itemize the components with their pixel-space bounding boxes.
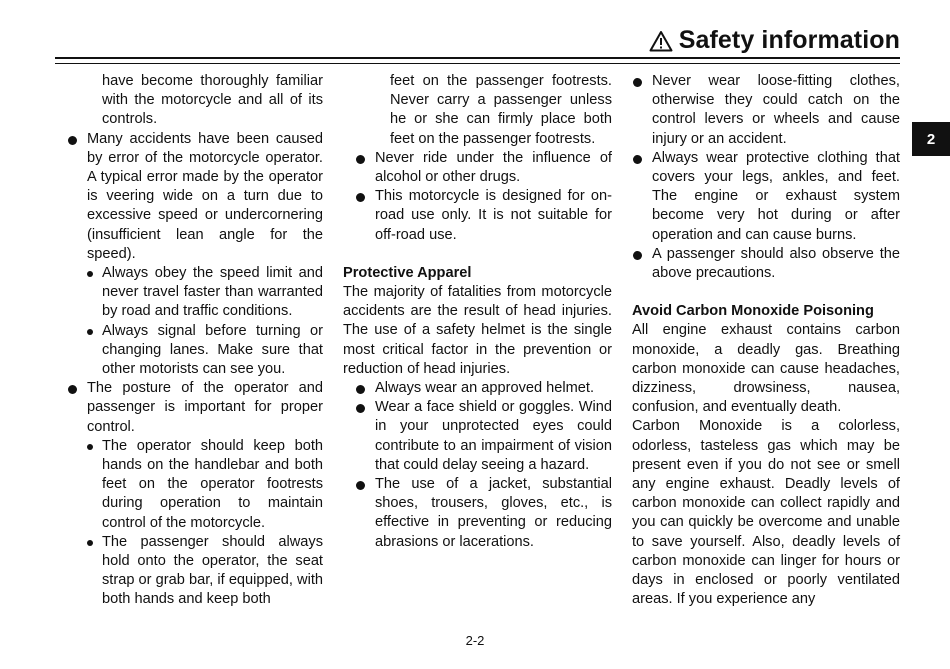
- sub-bullet-item: Always signal before turning or changing lanes. Make sure that other motorists can see you.: [67, 322, 323, 380]
- header-rule-thick: [55, 57, 900, 59]
- bullet-item: This motorcycle is designed for on-road use only. It is not suitable for off-road use.: [343, 187, 612, 245]
- continued-text: feet on the passenger footrests. Never carry a passenger unless he or she can firmly place both feet on the passenger footrests.: [390, 73, 612, 147]
- section-title: [649, 26, 900, 55]
- continued-text: have become thoroughly familiar with the motorcycle and all of its controls.: [102, 73, 323, 128]
- page-header: [0, 0, 950, 70]
- paragraph: The majority of fatalities from motorcycle accidents are the result of head injuries. The use of a safety helmet is the single most critical factor in the prevention or reduction of head injuries.: [343, 284, 612, 377]
- column-right: [632, 72, 900, 609]
- warning-triangle-icon: [649, 30, 673, 52]
- column-left: [67, 72, 323, 610]
- bullet-item: Many accidents have been caused by error of the motorcycle operator. A typical error made by the operator is veering wide on a turn due to excessive speed or undercornering (insufficient lean angle for the speed).: [67, 130, 323, 264]
- bullet-item: The use of a jacket, substantial shoes, trousers, gloves, etc., is effective in preventing or reducing abrasions or lacerations.: [343, 475, 612, 552]
- bullet-item: Wear a face shield or goggles. Wind in your unprotected eyes could contribute to an impairment of vision that could delay seeing a hazard.: [343, 398, 612, 475]
- bullet-item: Always wear protective clothing that covers your legs, ankles, and feet. The engine or exhaust system become very hot during or after operation and can cause burns.: [632, 149, 900, 245]
- section-title-text: Safety information: [678, 26, 900, 54]
- section-heading: Avoid Carbon Monoxide Poisoning: [632, 303, 874, 320]
- bullet-item: A passenger should also observe the above precautions.: [632, 245, 900, 283]
- sub-bullet-item: The passenger should always hold onto the operator, the seat strap or grab bar, if equipped, with both hands and keep both: [67, 533, 323, 610]
- sub-bullet-item: The operator should keep both hands on the handlebar and both feet on the operator footrests during operation to maintain control of the motorcycle.: [67, 437, 323, 533]
- page-number: 2-2: [465, 633, 485, 648]
- header-rule-thin: [55, 63, 900, 64]
- bullet-item: Always wear an approved helmet.: [343, 379, 612, 398]
- bullet-item: Never ride under the influence of alcohol or other drugs.: [343, 149, 612, 187]
- paragraph: All engine exhaust contains carbon monoxide, a deadly gas. Breathing carbon monoxide can cause headaches, dizziness, drowsiness, nausea, confusion, and eventually death.: [632, 322, 900, 416]
- chapter-tab: 2: [912, 122, 950, 156]
- bullet-item: The posture of the operator and passenger is important for proper control.: [67, 379, 323, 437]
- paragraph: Carbon Monoxide is a colorless, odorless, tasteless gas which may be present even if you do not see or smell any engine exhaust. Deadly levels of carbon monoxide can collect rapidly and you can quickly be overcome and unable to save yourself. Also, deadly levels of carbon monoxide can linger for hours or days in enclosed or poorly ventilated areas. If you experience any: [632, 418, 900, 608]
- section-heading: Protective Apparel: [343, 264, 472, 281]
- column-middle: [343, 72, 612, 552]
- sub-bullet-item: Always obey the speed limit and never travel faster than warranted by road and traffic conditions.: [67, 264, 323, 322]
- bullet-item: Never wear loose-fitting clothes, otherwise they could catch on the control levers or wheels and cause injury or an accident.: [632, 72, 900, 149]
